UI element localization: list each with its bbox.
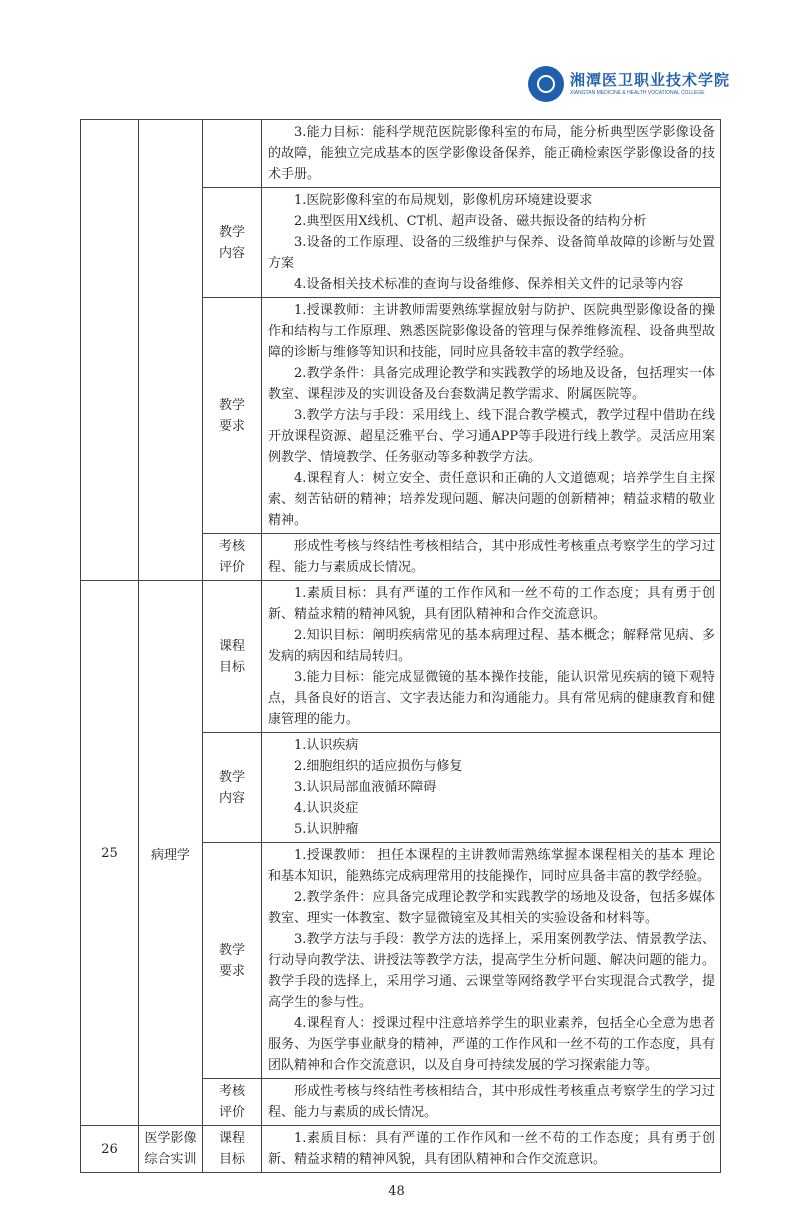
paragraph: 4.课程育人：树立安全、责任意识和正确的人文道德观；培养学生自主探索、刻苦钻研的精神；培养发现问题、解决问题的创新精神；精益求精的敬业精神。 bbox=[268, 471, 715, 528]
paragraph: 2.教学条件：具备完成理论教学和实践教学的场地及设备，包括理实一体教室、课程涉及的实训设备及台套数满足教学需求、附属医院等。 bbox=[268, 366, 715, 402]
label-line: 内容 bbox=[218, 790, 245, 806]
list-item: 4.认识炎症 bbox=[294, 801, 359, 816]
row-label bbox=[203, 188, 262, 298]
row-label bbox=[203, 120, 262, 188]
label-line: 考核 bbox=[218, 1084, 245, 1099]
paragraph: 形成性考核与终结性考核相结合，其中形成性考核重点考察学生的学习过程、能力与素质成长情况。 bbox=[268, 539, 715, 575]
list-item: 3.设备的工作原理、设备的三级维护与保养、设备简单故障的诊断与处置方案 bbox=[268, 235, 715, 271]
list-item: 5.认识肿瘤 bbox=[294, 822, 359, 837]
label-line: 目标 bbox=[218, 659, 245, 675]
label-line: 教学 bbox=[218, 397, 245, 413]
goal-cell bbox=[262, 1126, 721, 1173]
row-label bbox=[203, 843, 262, 1079]
label-line: 医学影像 bbox=[144, 1131, 197, 1146]
evaluation-cell bbox=[262, 1079, 721, 1126]
course-name bbox=[139, 1126, 203, 1173]
row-label bbox=[203, 581, 262, 733]
paragraph: 3.能力目标：能完成显微镜的基本操作技能，能认识常见疾病的镜下观特点，具备良好的语言、文字表达能力和沟通能力。具有常见病的健康教育和健康管理的能力。 bbox=[268, 670, 715, 727]
row-label bbox=[203, 1079, 262, 1126]
course-number-cell bbox=[81, 120, 139, 581]
list-item: 2.典型医用X线机、CT机、超声设备、磁共振设备的结构分析 bbox=[294, 214, 647, 229]
list-item: 4.设备相关技术标准的查询与设备维修、保养相关文件的记录等内容 bbox=[294, 277, 684, 292]
label-line: 要求 bbox=[218, 963, 245, 979]
school-logo-icon bbox=[528, 66, 564, 102]
paragraph: 3.教学方法与手段：采用线上、线下混合教学模式，教学过程中借助在线开放课程资源、超星泛雅平台、学习通APP等手段进行线上教学。灵活应用案例教学、情境教学、任务驱动等多种教学方法。 bbox=[268, 408, 715, 465]
label-line: 教学 bbox=[218, 769, 245, 785]
label-line: 课程 bbox=[218, 638, 245, 654]
requirement-cell bbox=[262, 843, 721, 1079]
paragraph: 3.教学方法与手段：教学方法的选择上，采用案例教学法、情景教学法、行动导向教学法、讲授法等教学方法，提高学生分析问题、解决问题的能力。教学手段的选择上，采用学习通、云课堂等网络教学平台实现混合式教学，提高学生的参与性。 bbox=[268, 932, 715, 1010]
label-line: 课程 bbox=[218, 1131, 245, 1146]
paragraph: 3.能力目标：能科学规范医院影像科室的布局，能分析典型医学影像设备的故障，能独立完成基本的医学影像设备保养，能正确检索医学影像设备的技术手册。 bbox=[268, 125, 715, 182]
paragraph: 1.授课教师： 担任本课程的主讲教师需熟练掌握本课程相关的基本 理论和基本知识，能熟练完成病理常用的技能操作，同时应具备丰富的教学经验。 bbox=[268, 848, 715, 884]
paragraph: 4.课程育人：授课过程中注意培养学生的职业素养，包括全心全意为患者服务、为医学事业献身的精神，严谨的工作作风和一丝不苟的工作态度，具有团队精神和合作交流意识，以及自身可持续发展的学习探索能力等。 bbox=[268, 1016, 715, 1073]
content-cell bbox=[262, 188, 721, 298]
course-name-cell bbox=[139, 120, 203, 581]
list-item: 1.医院影像科室的布局规划，影像机房环境建设要求 bbox=[294, 193, 593, 208]
label-line: 内容 bbox=[218, 245, 245, 261]
school-name: 湘潭医卫职业技术学院 bbox=[570, 70, 731, 89]
paragraph: 形成性考核与终结性考核相结合，其中形成性考核重点考察学生的学习过程、能力与素质的成长情况。 bbox=[268, 1084, 715, 1120]
page-header bbox=[528, 66, 730, 102]
row-label bbox=[203, 298, 262, 534]
paragraph: 2.知识目标：阐明疾病常见的基本病理过程、基本概念；解释常见病、多发病的病因和结局转归。 bbox=[268, 628, 715, 664]
row-label bbox=[203, 1126, 262, 1173]
school-name-en: XIANGTAN MEDICINE & HEALTH VOCATIONAL COLLEGE bbox=[570, 89, 705, 96]
evaluation-cell bbox=[262, 534, 721, 581]
table-row bbox=[81, 1126, 721, 1173]
label-line: 评价 bbox=[218, 1105, 245, 1120]
course-name: 病理学 bbox=[139, 581, 203, 1126]
requirement-cell bbox=[262, 298, 721, 534]
paragraph: 1.素质目标：具有严谨的工作作风和一丝不苟的工作态度；具有勇于创新、精益求精的精神风貌，具有团队精神和合作交流意识。 bbox=[268, 586, 715, 622]
goal-cell bbox=[262, 120, 721, 188]
paragraph: 1.素质目标：具有严谨的工作作风和一丝不苟的工作态度；具有勇于创新、精益求精的精神风貌，具有团队精神和合作交流意识。 bbox=[268, 1131, 715, 1167]
paragraph: 2.教学条件：应具备完成理论教学和实践教学的场地及设备，包括多媒体教室、理实一体教室、数字显微镜室及其相关的实验设备和材料等。 bbox=[268, 890, 715, 926]
table-row bbox=[81, 120, 721, 188]
paragraph: 1.授课教师：主讲教师需要熟练掌握放射与防护、医院典型影像设备的操作和结构与工作原理、熟悉医院影像设备的管理与保养维修流程、设备典型故障的诊断与维修等知识和技能，同时应具备较丰富的教学经验。 bbox=[268, 303, 715, 360]
page-number: 48 bbox=[388, 1184, 405, 1199]
label-line: 教学 bbox=[218, 942, 245, 958]
label-line: 综合实训 bbox=[144, 1152, 197, 1167]
course-table bbox=[80, 119, 721, 1173]
list-item: 1.认识疾病 bbox=[294, 738, 359, 753]
label-line: 教学 bbox=[218, 224, 245, 240]
goal-cell bbox=[262, 581, 721, 733]
course-number: 25 bbox=[81, 581, 139, 1126]
label-line: 评价 bbox=[218, 560, 245, 575]
table-row bbox=[81, 581, 721, 733]
label-line: 目标 bbox=[218, 1152, 245, 1167]
label-line: 考核 bbox=[218, 539, 245, 554]
list-item: 2.细胞组织的适应损伤与修复 bbox=[294, 759, 463, 774]
course-number: 26 bbox=[81, 1126, 139, 1173]
content-cell bbox=[262, 733, 721, 843]
list-item: 3.认识局部血液循环障碍 bbox=[294, 780, 437, 795]
row-label bbox=[203, 733, 262, 843]
label-line: 要求 bbox=[218, 418, 245, 434]
row-label bbox=[203, 534, 262, 581]
